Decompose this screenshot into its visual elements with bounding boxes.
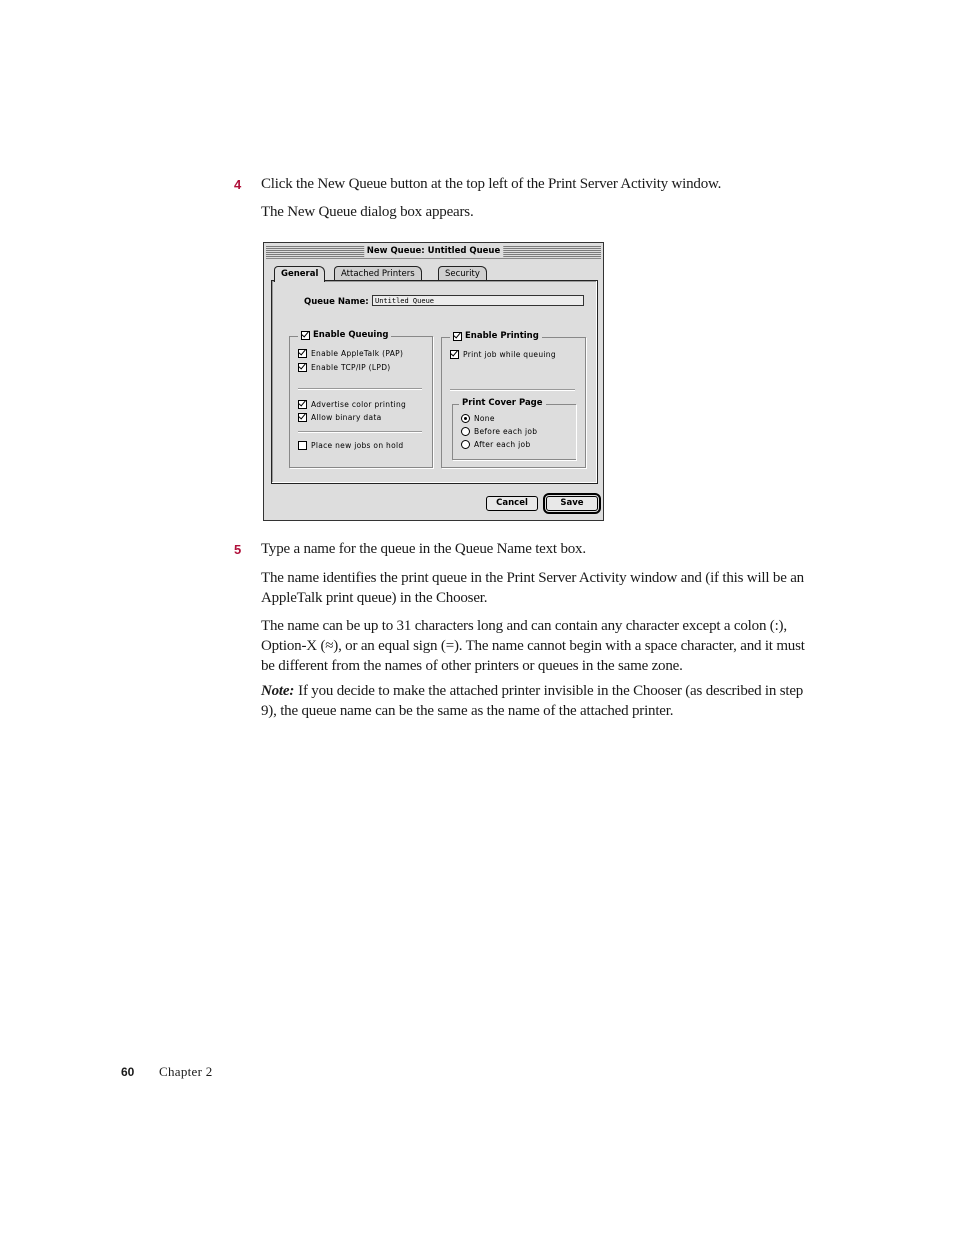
step-result: The New Queue dialog box appears. bbox=[261, 204, 474, 220]
cover-none-option[interactable]: None bbox=[461, 414, 495, 423]
chapter-label: Chapter 2 bbox=[159, 1064, 213, 1079]
cancel-button[interactable]: Cancel bbox=[486, 496, 538, 511]
cover-before-option[interactable]: Before each job bbox=[461, 427, 537, 436]
enable-tcpip-option[interactable]: Enable TCP/IP (LPD) bbox=[298, 363, 391, 372]
advertise-color-option[interactable]: Advertise color printing bbox=[298, 400, 406, 409]
checkbox[interactable] bbox=[298, 400, 307, 409]
enable-queuing-group bbox=[289, 330, 433, 468]
tab-general[interactable]: General bbox=[274, 266, 325, 282]
print-while-queuing-option[interactable]: Print job while queuing bbox=[450, 350, 556, 359]
allow-binary-option[interactable]: Allow binary data bbox=[298, 413, 382, 422]
enable-printing-group bbox=[441, 331, 586, 468]
place-on-hold-option[interactable]: Place new jobs on hold bbox=[298, 441, 403, 450]
tab-security[interactable]: Security bbox=[438, 266, 487, 281]
checkbox[interactable] bbox=[298, 363, 307, 372]
cover-page-title: Print Cover Page bbox=[459, 398, 546, 408]
radio-button[interactable] bbox=[461, 440, 470, 449]
cover-after-option[interactable]: After each job bbox=[461, 440, 531, 449]
queue-name-input[interactable]: Untitled Queue bbox=[372, 295, 584, 306]
divider bbox=[450, 389, 575, 391]
enable-queuing-checkbox[interactable] bbox=[301, 331, 310, 340]
explanation-paragraph: The name can be up to 31 characters long and can contain any character except a colon (:), Option-X (≈), or an equal sign (=). The name cannot begin with a space character, and it must be different from the names of other printers or queues in the same zone. bbox=[261, 618, 805, 674]
dialog-titlebar[interactable] bbox=[266, 245, 601, 259]
cover-page-group bbox=[452, 398, 576, 460]
checkbox[interactable] bbox=[450, 350, 459, 359]
enable-printing-title[interactable]: Enable Printing bbox=[450, 331, 542, 341]
save-button[interactable]: Save bbox=[546, 496, 598, 511]
divider bbox=[298, 431, 422, 433]
checkbox[interactable] bbox=[298, 349, 307, 358]
tab-attached-printers[interactable]: Attached Printers bbox=[334, 266, 422, 281]
note-text: If you decide to make the attached printer invisible in the Chooser (as described in step 9), the queue name can be the same as the name of the attached printer. bbox=[261, 683, 804, 719]
note-label: Note: bbox=[261, 683, 295, 699]
radio-button[interactable] bbox=[461, 427, 470, 436]
enable-printing-checkbox[interactable] bbox=[453, 332, 462, 341]
step-text: Click the New Queue button at the top left of the Print Server Activity window. bbox=[261, 176, 722, 192]
enable-appletalk-option[interactable]: Enable AppleTalk (PAP) bbox=[298, 349, 403, 358]
checkbox[interactable] bbox=[298, 413, 307, 422]
explanation-paragraph: The name identifies the print queue in the Print Server Activity window and (if this will be an AppleTalk print queue) in the Chooser. bbox=[261, 570, 804, 606]
checkbox[interactable] bbox=[298, 441, 307, 450]
note-paragraph bbox=[261, 681, 806, 721]
divider bbox=[298, 388, 422, 390]
general-tab-panel bbox=[271, 280, 598, 484]
step-text: Type a name for the queue in the Queue Name text box. bbox=[261, 541, 586, 557]
queue-name-label: Queue Name: bbox=[304, 297, 369, 307]
dialog-title: New Queue: Untitled Queue bbox=[364, 245, 503, 258]
page-number: 60 bbox=[121, 1065, 135, 1079]
step-number: 5 bbox=[234, 542, 242, 557]
new-queue-dialog bbox=[263, 242, 604, 521]
step-number: 4 bbox=[234, 177, 242, 192]
enable-queuing-title[interactable]: Enable Queuing bbox=[298, 330, 391, 340]
radio-button[interactable] bbox=[461, 414, 470, 423]
